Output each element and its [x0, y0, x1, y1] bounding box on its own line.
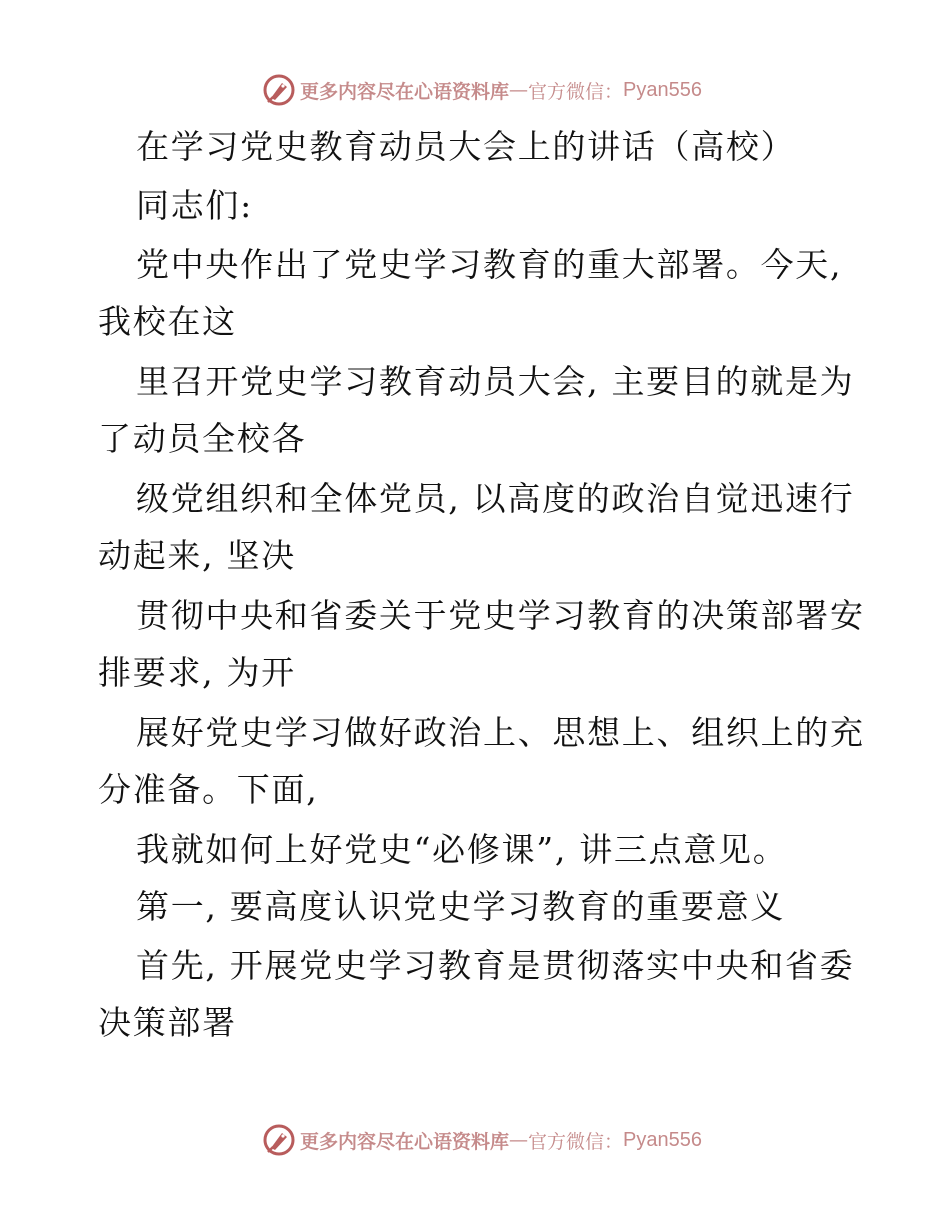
paragraph-line: 展好党史学习做好政治上、思想上、组织上的充	[136, 713, 865, 752]
paragraph-line: 了动员全校各	[98, 419, 307, 458]
footer-banner	[0, 1120, 950, 1160]
section-heading: 第一, 要高度认识党史学习教育的重要意义	[136, 887, 785, 926]
paragraph-line: 里召开党史学习教育动员大会, 主要目的就是为	[136, 362, 855, 401]
paragraph-line: 党中央作出了党史学习教育的重大部署。今天,	[136, 245, 843, 284]
paragraph-line: 我校在这	[98, 302, 237, 341]
paragraph-line: 动起来, 坚决	[98, 536, 296, 575]
banner-separator: —	[509, 1129, 529, 1151]
banner-main-text: 更多内容尽在心语资料库	[300, 1130, 510, 1153]
banner-wechat-label: 官方微信：	[528, 1130, 624, 1153]
footer-banner-content	[262, 1123, 702, 1157]
paragraph-line: 贯彻中央和省委关于党史学习教育的决策部署安	[136, 596, 865, 635]
banner-main-text: 更多内容尽在心语资料库	[300, 80, 510, 103]
paragraph-line: 排要求, 为开	[98, 653, 296, 692]
banner-wechat-label: 官方微信：	[528, 80, 624, 103]
paragraph-line: 级党组织和全体党员, 以高度的政治自觉迅速行	[136, 479, 855, 518]
paragraph-line: 分准备。下面,	[98, 770, 319, 809]
paragraph-line: 首先, 开展党史学习教育是贯彻落实中央和省委	[136, 946, 855, 985]
pen-nib-logo-icon	[262, 1123, 296, 1157]
paragraph-line: 决策部署	[98, 1003, 237, 1042]
banner-separator: —	[509, 79, 529, 101]
document-title: 在学习党史教育动员大会上的讲话（高校）	[136, 127, 796, 166]
paragraph-line: 我就如何上好党史“必修课”, 讲三点意见。	[136, 830, 788, 869]
banner-wechat-id: Pyan556	[623, 1128, 702, 1151]
salutation: 同志们:	[136, 186, 253, 225]
banner-wechat-id: Pyan556	[623, 78, 702, 101]
